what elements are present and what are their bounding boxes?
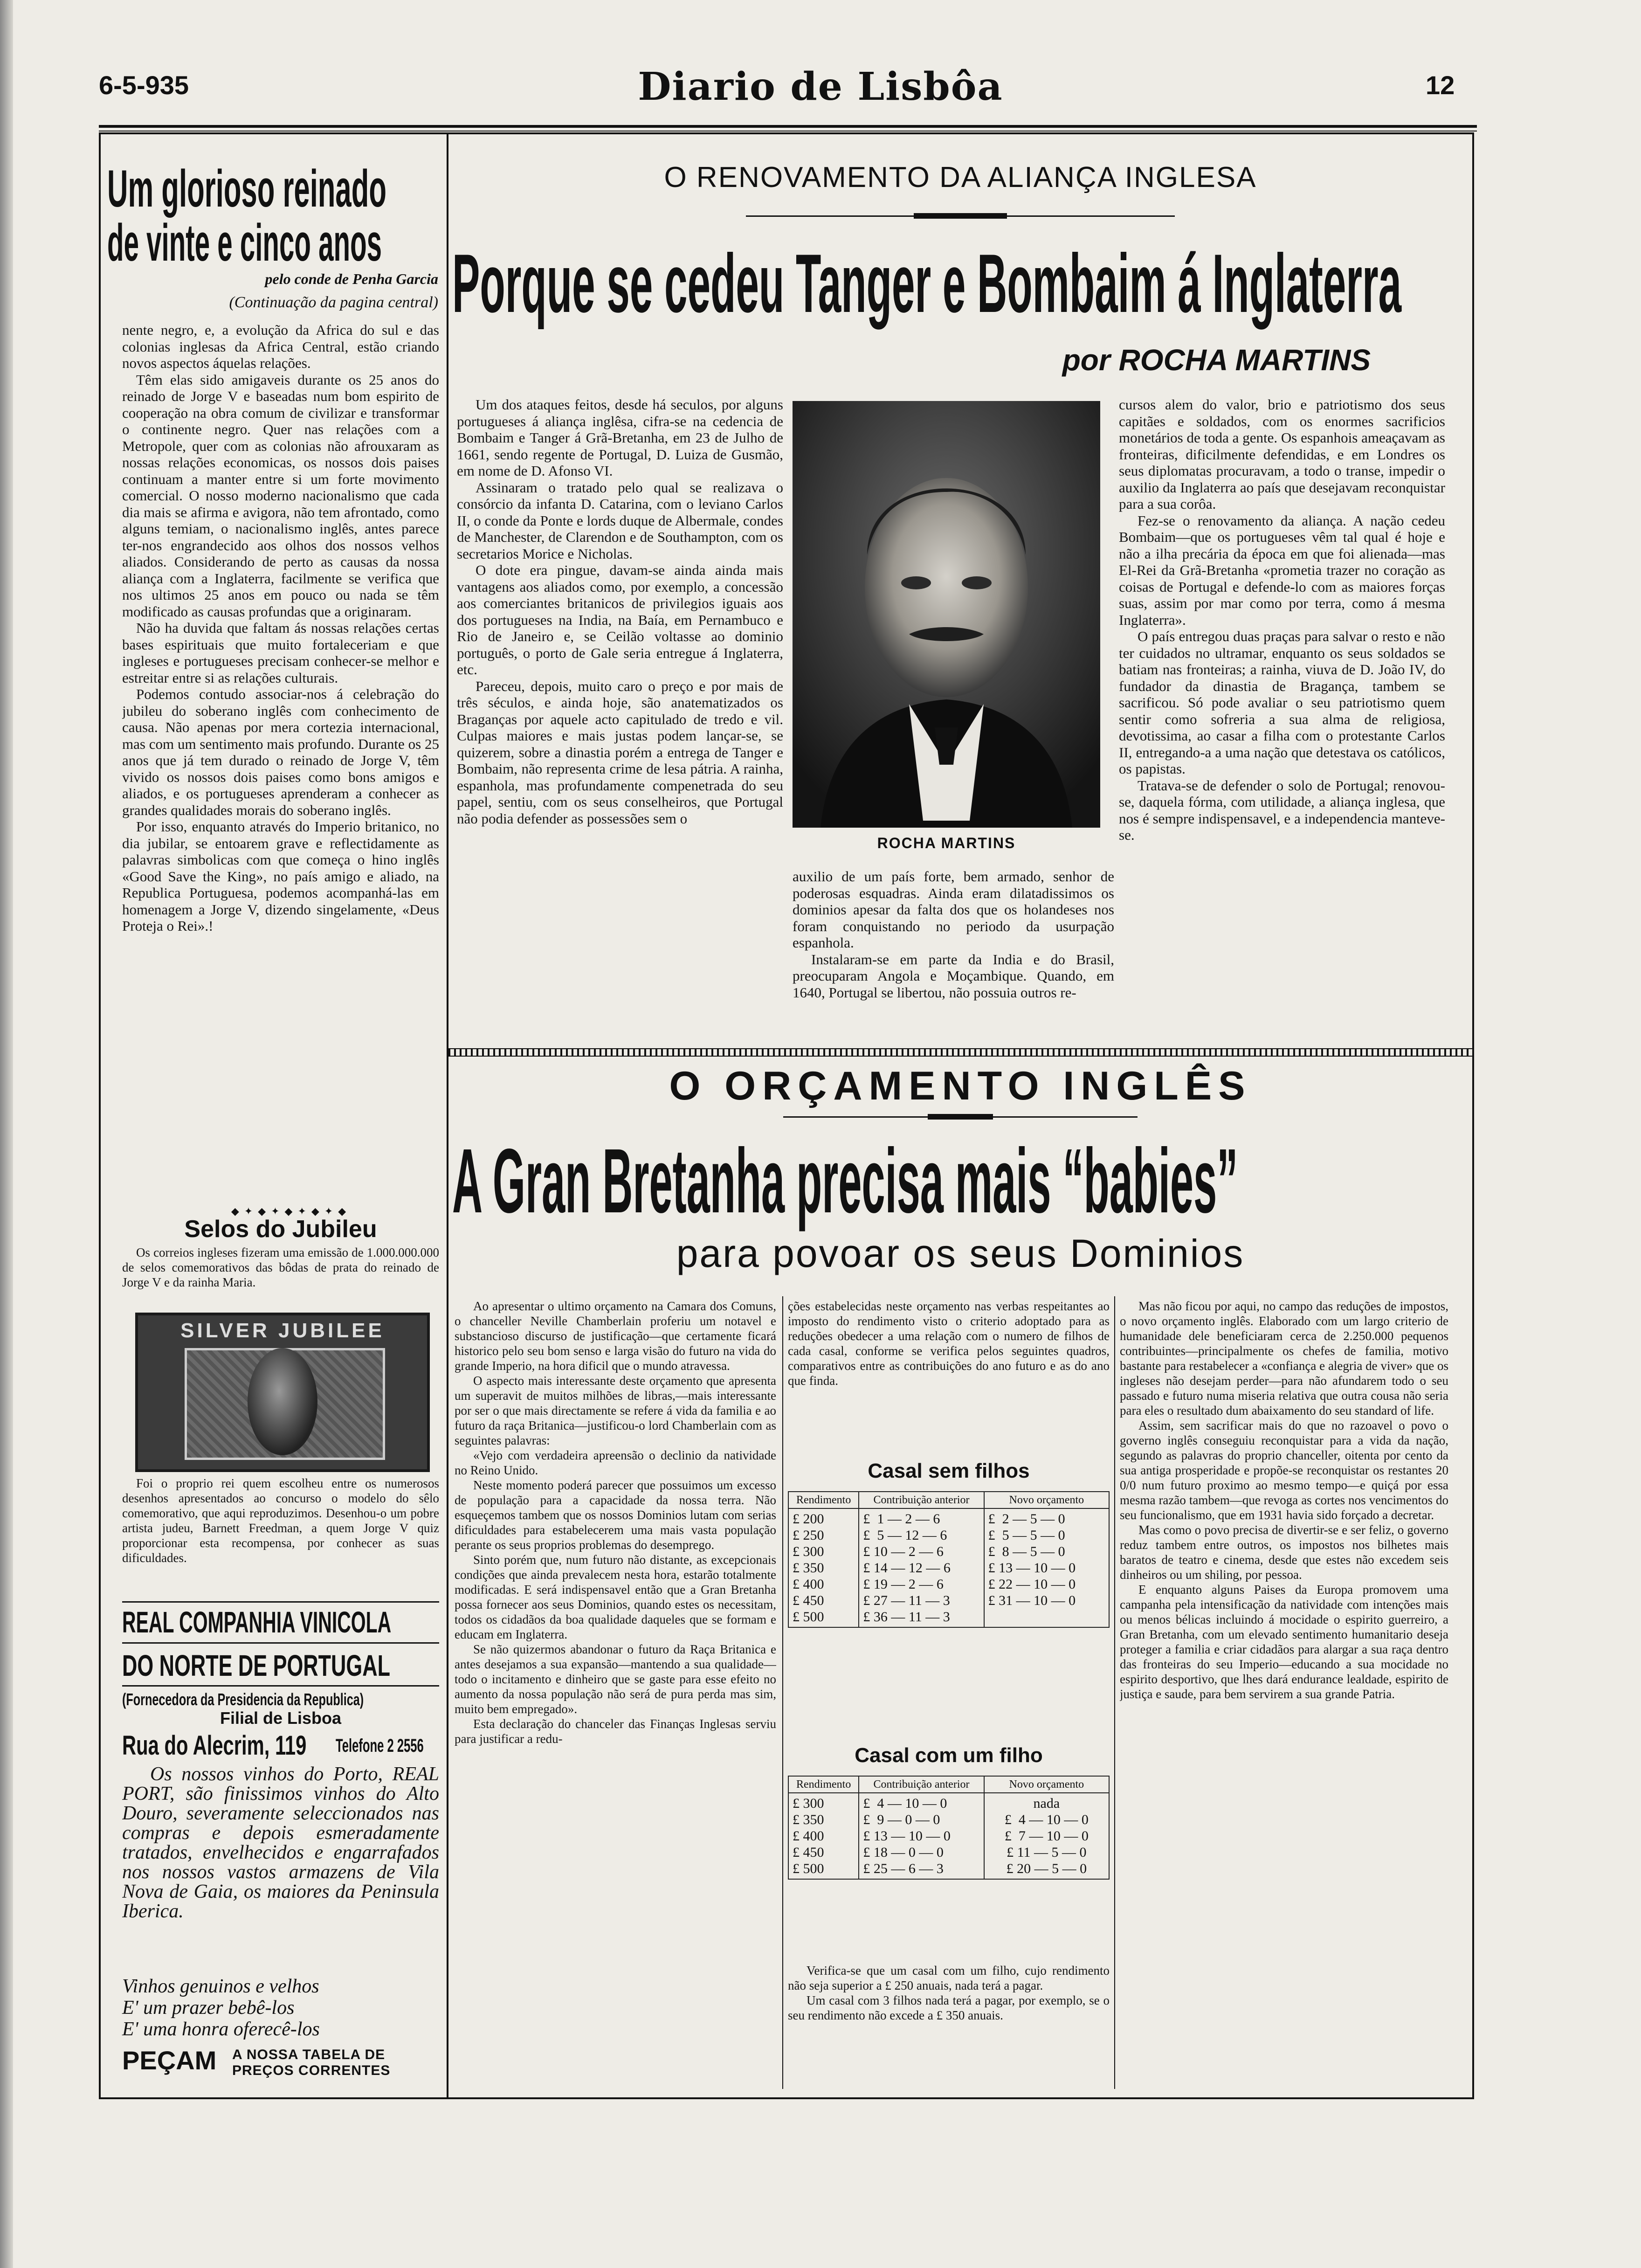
ad-cta-line-2: PREÇOS CORRENTES bbox=[232, 2063, 391, 2078]
ad-rule bbox=[122, 1685, 439, 1687]
left-paragraph: Por isso, enquanto através do Imperio britanico, no dia jubilar, se entoarem grave e reflectidamente as palavras simbolicas com que começa o hino inglês «Good Save the King», no país amigo e aliado, na Republica Portuguesa, podemos acompanhá-las em homenagem a Jorge V, dizendo singelamente, «Deus Proteja o Rei».! bbox=[122, 818, 439, 934]
stamp-king-portrait bbox=[248, 1348, 317, 1455]
ad-top-rule bbox=[122, 1601, 439, 1603]
table-1 bbox=[788, 1491, 1110, 1628]
bottom-column-rule bbox=[1114, 1296, 1115, 2089]
bottom-column-rule bbox=[782, 1296, 783, 2089]
table-1-novo-values: £ 2 — 5 — 0 £ 5 — 5 — 0 £ 8 — 5 — 0 £ 13 — 10 — 0 £ 22 — 10 — 0 £ 31 — 10 — 0 bbox=[984, 1508, 1109, 1627]
top-headline: Porque se cedeu Tanger e Bombaim á Inglaterra bbox=[452, 237, 1402, 330]
bottom-kicker: O ORÇAMENTO INGLÊS bbox=[669, 1064, 1252, 1108]
table-2-novo-values: nada £ 4 — 10 — 0 £ 7 — 10 — 0 £ 11 — 5 — 0 £ 20 — 5 — 0 bbox=[984, 1793, 1109, 1879]
ad-address: Rua do Alecrim, 119 bbox=[122, 1730, 307, 1761]
portrait-caption: ROCHA MARTINS bbox=[877, 835, 1016, 851]
left-paragraph: nente negro, e, a evolução da Africa do sul e das colonias inglesas da Africa Central, estão criando novos aspectos áquelas relações. bbox=[122, 322, 439, 371]
ornament-divider: ◆ ✦ ◆ ✦ ◆ ✦ ◆ ✦ ◆ bbox=[231, 1206, 347, 1217]
table-1-header-novo: Novo orçamento bbox=[984, 1492, 1109, 1508]
top-byline: por ROCHA MARTINS bbox=[1062, 343, 1371, 377]
bottom-column-3: Mas não ficou por aqui, no campo das reduções de impostos, o novo orçamento inglês. Elaborado com um largo criterio de humanidade dele beneficiaram cerca de 2.250.000 pequenos contribuintes—principalmente os chefes de familia, motivo bastante para restabelecer a «confiança e alegria de viver» que os ingleses não desejam perder—para não afundarem todo o seu passado e futuro numa miseria relativa que outra cousa não seria para eles o resultado dum abaixamento do seu standard of life. Assim, sem sacrificar mais do que no razoavel o povo o governo inglês conseguiu reconquistar para a vida da nação, segundo as palavras do proprio chanceller, oitenta por cento da sua antiga prosperidade e propõe-se reconquistar os restantes 20 0/0 num futuro proximo ao mesmo tempo—e quiçá por essa mesma razão tambem—que revoga as cortes nos vencimentos do seu funcionalismo, que em 1931 havia sido forçado a decretar. Mas como o povo precisa de divertir-se e ser feliz, o governo reduz tambem entre outros, os impostos nos bilhetes mais baratos de teatro e cinema, desde que estes não excedem seis dinheiros ou um shiling, por pessoa. E enquanto alguns Paises da Europa promovem uma campanha pela intensificação da natividade com intenções mais ou menos bélicas incluindo á mocidade o espirito guerreiro, a Gran Bretanha, com um elevado sentimento humanitario deseja proteger a familia e criar cidadãos para alargar a sua raça dentro das fronteiras do seu Imperio—educando a sua mocidade no espirito desportivo, que lhes dará endurance lealdade, espirito de justiça e saude, para bem servirem a sua grande Patria. bbox=[1120, 1299, 1448, 1701]
bottom-column-2-intro: ções estabelecidas neste orçamento nas verbas respeitantes ao imposto do rendimento visto o criterio adoptado para as reduções obedecer a uma relação com o numero de filhos de cada casal, conforme se verifica pelos seguintes quadros, comparativos entre as contribuições do ano futuro e as do ano que finda. bbox=[788, 1299, 1110, 1388]
left-continuation: (Continuação da pagina central) bbox=[229, 294, 438, 311]
section-separator bbox=[448, 1048, 1472, 1057]
bottom-subhead: para povoar os seus Dominios bbox=[676, 1231, 1245, 1275]
top-column-3: cursos alem do valor, brio e patriotismo dos seus capitães e soldados, com os enormes sacrificios monetários de toda a gente. Os espanhois ameaçavam as fronteiras, dificilmente defendidas, e em Londres os seus diplomatas procuravam, a todo o transe, impedir o auxilio da Inglaterra ao país que desejavam reconquistar para a sua corôa. Fez-se o renovamento da aliança. A nação cedeu Bombaim—que os portugueses vêm tal qual é hoje e não a ilha precária da época em que foi alienada—mas El-Rei da Grã-Bretanha «prometia trazer no coração as coisas de Portugal e defende-lo com as maiores forças suas, assim por mar como por terra, como á mesma Inglaterra». O país entregou duas praças para salvar o resto e não ter cuidados no ultramar, enquanto os seus soldados se batiam nas fronteiras; a rainha, viuva de D. João IV, do fundador da dinastia de Bragança, tambem se sacrificou. Só pode avaliar o seu patriotismo quem sentir como sofreria a sua alma de religiosa, devotissima, ao casar a filha com o protestante Carlos II, entregando-a a uma nação que detestava os católicos, os papistas. Tratava-se de defender o solo de Portugal; renovou-se, daquela fórma, com utilidade, a aliança inglesa, que nos é sempre indispensavel, e a independencia manteve-se. bbox=[1119, 396, 1445, 843]
masthead-date: 6-5-935 bbox=[99, 70, 189, 100]
table-2-rendimento-values: £ 300 £ 350 £ 400 £ 450 £ 500 bbox=[788, 1793, 859, 1879]
masthead-page-number: 12 bbox=[1426, 70, 1455, 100]
selos-intro: Os correios ingleses fizeram uma emissão de 1.000.000.000 de selos comemorativos das bôdas de prata do reinado de Jorge V e da rainha Maria. bbox=[122, 1245, 439, 1289]
bottom-kicker-rule-center bbox=[928, 1114, 993, 1120]
ad-slogan-3: E' uma honra oferecê-los bbox=[122, 2019, 320, 2040]
left-headline-2: de vinte e cinco anos bbox=[107, 214, 382, 272]
bottom-column-2-after: Verifica-se que um casal com um filho, cujo rendimento não seja superior a £ 250 anuais, nada terá a pagar. Um casal com 3 filhos nada terá a pagar, por exemplo, se o seu rendimento não excede a £ 350 anuais. bbox=[788, 1964, 1110, 2022]
page-left-edge bbox=[0, 0, 13, 2268]
rocha-martins-portrait bbox=[793, 401, 1100, 828]
table-2-title: Casal com um filho bbox=[855, 1744, 1043, 1767]
selos-title: Selos do Jubileu bbox=[184, 1216, 377, 1243]
left-column-rule bbox=[447, 132, 448, 2099]
ad-supplier-note: (Fornecedora da Presidencia da Republica) bbox=[122, 1690, 364, 1709]
portrait-illustration bbox=[793, 401, 1100, 828]
jubilee-stamp-image bbox=[135, 1313, 430, 1472]
top-column-1: Um dos ataques feitos, desde há seculos, por alguns portugueses á aliança inglêsa, cifra-se na cedencia de Bombaim e Tanger á Grã-Bretanha, em 23 de Julho de 1661, sendo regente de Portugal, D. Luiza de Gusmão, em nome de D. Afonso VI. Assinaram o tratado pelo qual se realizava o consórcio da infanta D. Catarina, com o leviano Carlos II, o conde da Ponte e lords duque de Albermale, condes de Manchester, de Clarendon e de Southampton, com os secretarios Morice e Nicholas. O dote era pingue, davam-se ainda ainda mais vantagens aos aliados como, por exemplo, a concessão aos comerciantes britanicos de privilegios iguais aos dos portugueses na India, na Baía, em Pernambuco e Rio de Janeiro e, se Ceilão voltasse ao dominio português, o porto de Gale seria entregue á Inglaterra, etc. Pareceu, depois, muito caro o preço e por mais de três séculos, e ainda hoje, são anatematizados os Braganças por aquele acto capitulado de tredo e vil. Culpas maiores e mais justas podem lançar-se, se quizerem, sobre a dinastia porém a entrega de Tanger e Bombaim, não representa crime de lesa pátria. A rainha, espanhola, mas profundamente compenetrada do seu papel, sentiu, com os seus conselheiros, que Portugal não podia defender as possessões sem o bbox=[457, 396, 783, 827]
masthead-rule bbox=[99, 125, 1477, 128]
table-2-header-anterior: Contribuição anterior bbox=[859, 1776, 984, 1793]
bottom-column-1: Ao apresentar o ultimo orçamento na Camara dos Comuns, o chanceller Neville Chamberlain proferiu um notavel e substancioso discurso de justificação—que certamente ficará historico pelo seu bom senso e larga visão do futuro na vida do grande Imperio, na hora dificil que o mundo atravessa. O aspecto mais interessante deste orçamento que apresenta um superavit de muitos milhões de libras,—mais interessante por ser o que mais directamente se refere á vida da familia e ao futuro da raça Britanica—justificou-o lord Chamberlain com as seguintes palavras: «Vejo com verdadeira apreensão o declinio da natividade no Reino Unido. Neste momento poderá parecer que possuimos um excesso de população para a capacidade da nossa terra. Não esqueçemos tambem que os nossos Dominios lutam com serias dificuldades para estabelecerem uma mais vasta população perante os seus proprios problemas do desemprego. Sinto porém que, num futuro não distante, as excepcionais condições que ainda prevalecem nesta hora, estarão totalmente modificadas. E será indispensavel então que a Gran Bretanha possa fornecer aos seus Dominios, quando estes os necessitam, todos os cidadãos da boa qualidade daqueles que se formam e educam em Inglaterra. Se não quizermos abandonar o futuro da Raça Britanica e antes desejamos a sua expansão—mantendo a sua qualidade—todo o incitamento e dinheiro que se gaste para esse efeito no aumento da nossa população não será de pura perda mas sim, muito bem empregado». Esta declaração do chanceler das Finanças Inglesas serviu para justificar a redu- bbox=[455, 1299, 776, 1746]
stamp-banner-text: SILVER JUBILEE bbox=[180, 1319, 385, 1342]
table-1-rendimento-values: £ 200 £ 250 £ 300 £ 350 £ 400 £ 450 £ 500 bbox=[788, 1508, 859, 1627]
table-1-title: Casal sem filhos bbox=[868, 1459, 1030, 1482]
ad-branch: Filial de Lisboa bbox=[220, 1708, 342, 1728]
table-1-header-anterior: Contribuição anterior bbox=[859, 1492, 984, 1508]
top-kicker-rule-center bbox=[914, 213, 1007, 219]
bottom-headline: A Gran Bretanha precisa mais “babies” bbox=[452, 1130, 1238, 1232]
left-byline: pelo conde de Penha Garcia bbox=[265, 270, 438, 287]
ad-cta-big: PEÇAM bbox=[122, 2046, 217, 2075]
ad-company-name-1: REAL COMPANHIA VINICOLA bbox=[122, 1605, 392, 1639]
ad-slogan-2: E' um prazer bebê-los bbox=[122, 1997, 295, 2019]
left-headline-1: Um glorioso reinado bbox=[107, 159, 386, 218]
top-kicker: O RENOVAMENTO DA ALIANÇA INGLESA bbox=[664, 161, 1257, 194]
stamp-caption: Foi o proprio rei quem escolheu entre os numerosos desenhos apresentados ao concurso o modelo do sêlo comemorativo, que aqui reproduzimos. Desenhou-o um pobre artista judeu, Barnett Freedman, a quem Jorge V quiz proporcionar esta recompensa, por conhecer as suas dificuldades. bbox=[122, 1476, 439, 1565]
table-2-header-rendimento: Rendimento bbox=[788, 1776, 859, 1793]
left-paragraph: Podemos contudo associar-nos á celebração do jubileu do soberano inglês com conhecimento de causa. Não apenas por mera cortezia internacional, mas com um sentimento mais profundo. Durante os 25 anos que já tem durado o reinado de Jorge V, têm vivido os nossos dois paises como bons amigos e aliados, e os portugueses aprenderam a conhecer as grandes qualidades morais do soberano inglês. bbox=[122, 686, 439, 818]
ad-body: Os nossos vinhos do Porto, REAL PORT, são finissimos vinhos do Alto Douro, severamente seleccionados nas compras e depois esmeradamente tratados, envelhecidos e engarrafados nos nossos vastos armazens de Vila Nova de Gaia, os maiores da Peninsula Iberica. bbox=[122, 1764, 439, 1922]
table-1-anterior-values: £ 1 — 2 — 6 £ 5 — 12 — 6 £ 10 — 2 — 6 £ 14 — 12 — 6 £ 19 — 2 — 6 £ 27 — 11 — 3 £ 36 — 11 — 3 bbox=[859, 1508, 984, 1627]
table-2-header-novo: Novo orçamento bbox=[984, 1776, 1109, 1793]
ad-company-name-2: DO NORTE DE PORTUGAL bbox=[122, 1649, 390, 1682]
ad-phone: Telefone 2 2556 bbox=[336, 1736, 424, 1756]
ad-slogan-1: Vinhos genuinos e velhos bbox=[122, 1976, 319, 1997]
left-paragraph: Não ha duvida que faltam ás nossas relações certas bases espirituais que muito fortaleceriam e que ingleses e portugueses precisam conhecer-se melhor e estreitar entre si as relações culturais. bbox=[122, 620, 439, 686]
top-column-2: auxilio de um país forte, bem armado, senhor de poderosas esquadras. Ainda eram dilatadissimos os dominios apesar da falta dos que os holandeses nos foram conquistando no periodo da usurpação espanhola. Instalaram-se em parte da India e do Brasil, preocuparam Angola e Moçambique. Quando, em 1640, Portugal se libertou, não possuia outros re- bbox=[793, 868, 1114, 1001]
table-1-header-rendimento: Rendimento bbox=[788, 1492, 859, 1508]
left-body bbox=[122, 322, 439, 1208]
left-paragraph: Têm elas sido amigaveis durante os 25 anos do reinado de Jorge V e baseadas num bom espirito de cooperação na obra comum de civilizar e transformar o continente negro. Quer nas relações com a Metropole, quer com as colonias não afrouxaram as nossas relações economicas, os nossos dois paises continuam a manter entre si um forte movimento comercial. O nosso moderno nacionalismo que cada dia mais se afirma e avigora, não tem afrontado, como alguns temiam, o nacionalismo inglês, antes parece ter-nos engrandecido aos olhos dos nossos velhos aliados. Considerando de perto as causas da nossa aliança com a Inglaterra, facilmente se verifica que nos ultimos 25 anos em pouco ou nada se têm modificado as causas profundas que a originaram. bbox=[122, 371, 439, 620]
masthead-title: Diario de Lisbôa bbox=[638, 64, 1003, 109]
ad-cta-line-1: A NOSSA TABELA DE bbox=[232, 2047, 386, 2062]
ad-rule bbox=[122, 1642, 439, 1644]
table-2 bbox=[788, 1776, 1110, 1880]
table-2-anterior-values: £ 4 — 10 — 0 £ 9 — 0 — 0 £ 13 — 10 — 0 £ 18 — 0 — 0 £ 25 — 6 — 3 bbox=[859, 1793, 984, 1879]
